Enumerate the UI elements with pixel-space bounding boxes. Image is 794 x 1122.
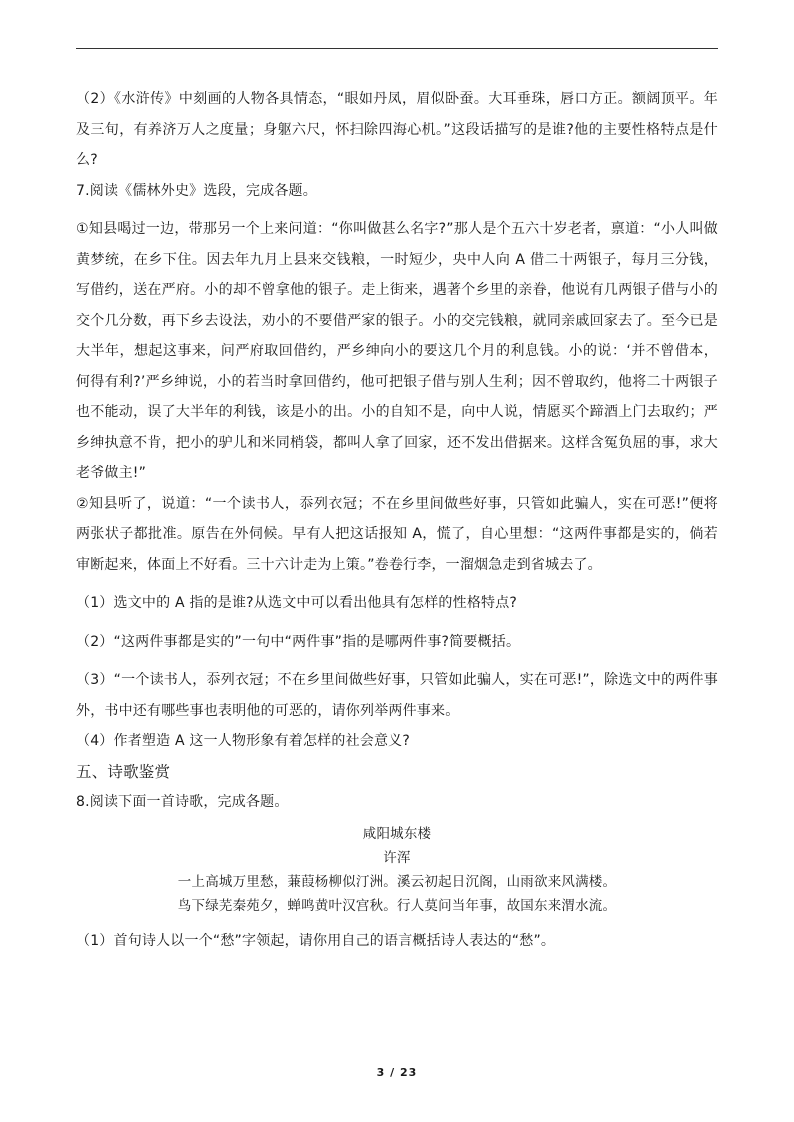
header-rule (76, 48, 718, 49)
q7-para1: ①知县喝过一边，带那另一个上来问道：“你叫做甚么名字?”那人是个五六十岁老者，禀道：“小人叫做黄梦统，在乡下住。因去年九月上县来交钱粮，一时短少，央中人向 A 借二十两银子，每月三分钱，写借约，送在严府。小的却不曾拿他的银子。走上街来，遇著个乡里的亲眷，他说有几两银子借与小的交个几分数，再下乡去设法，劝小的不要借严家的银子。小的交完钱粮，就同亲戚回家去了。至今已是大半年，想起这事来，问严府取回借约，严乡绅向小的要这几个月的利息钱。小的说：‘并不曾借本，何得有利?’严乡绅说，小的若当时拿回借约，他可把银子借与别人生利；因不曾取约，他将二十两银子也不能动，误了大半年的利钱，该是小的出。小的自知不是，向中人说，情愿买个蹄酒上门去取约；严乡绅执意不肯，把小的驴儿和米同梢袋，都叫人拿了回家，还不发出借据来。这样含冤负屈的事，求大老爷做主!” (76, 221, 718, 481)
poem-line-1: 一上高城万里愁，蒹葭杨柳似汀洲。溪云初起日沉阁，山雨欲来风满楼。 (177, 873, 617, 890)
poem-author: 许浑 (383, 849, 411, 866)
q7-sub2: （2）“这两件事都是实的”一句中“两件事”指的是哪两件事?简要概括。 (76, 633, 521, 650)
page-number: 3 / 23 (376, 1066, 418, 1079)
poem-line-2: 鸟下绿芜秦苑夕，蝉鸣黄叶汉宫秋。行人莫问当年事，故国东来渭水流。 (177, 897, 617, 914)
q7-sub1: （1）选文中的 A 指的是谁?从选文中可以看出他具有怎样的性格特点? (76, 595, 518, 611)
q7-stem: 7.阅读《儒林外史》选段，完成各题。 (76, 182, 317, 199)
poem-title: 咸阳城东楼 (362, 825, 432, 842)
q8-stem: 8.阅读下面一首诗歌，完成各题。 (76, 794, 289, 810)
q7-sub4: （4）作者塑造 A 这一人物形象有着怎样的社会意义? (76, 733, 411, 749)
q8-sub1: （1）首句诗人以一个“愁”字领起，请你用自己的语言概括诗人表达的“愁”。 (76, 932, 556, 949)
q7-para2: ②知县听了，说道：“一个读书人，忝列衣冠；不在乡里间做些好事，只管如此骗人，实在可恶!”便将两张状子都批准。原告在外伺候。早有人把这话报知 A，慌了，自心里想：“这两件事都是实的，倘若审断起来，体面上不好看。三十六计走为上策。”卷卷行李，一溜烟急走到省城去了。 (76, 495, 718, 573)
q6-sub2: （2）《水浒传》中刻画的人物各具情态，“眼如丹凤，眉似卧蚕。大耳垂珠，唇口方正。额阔顶平。年及三旬，有养济万人之度量；身躯六尺，怀扫除四海心机。”这段话描写的是谁?他的主要性格特点是什么? (76, 91, 718, 168)
q7-sub3: （3）“一个读书人，忝列衣冠；不在乡里间做些好事，只管如此骗人，实在可恶!”，除选文中的两件事外，书中还有哪些事也表明他的可恶的，请你列举两件事来。 (76, 672, 718, 719)
page-body (76, 84, 718, 956)
section-title-poetry: 五、诗歌鉴赏 (76, 762, 171, 781)
poem (76, 822, 718, 918)
